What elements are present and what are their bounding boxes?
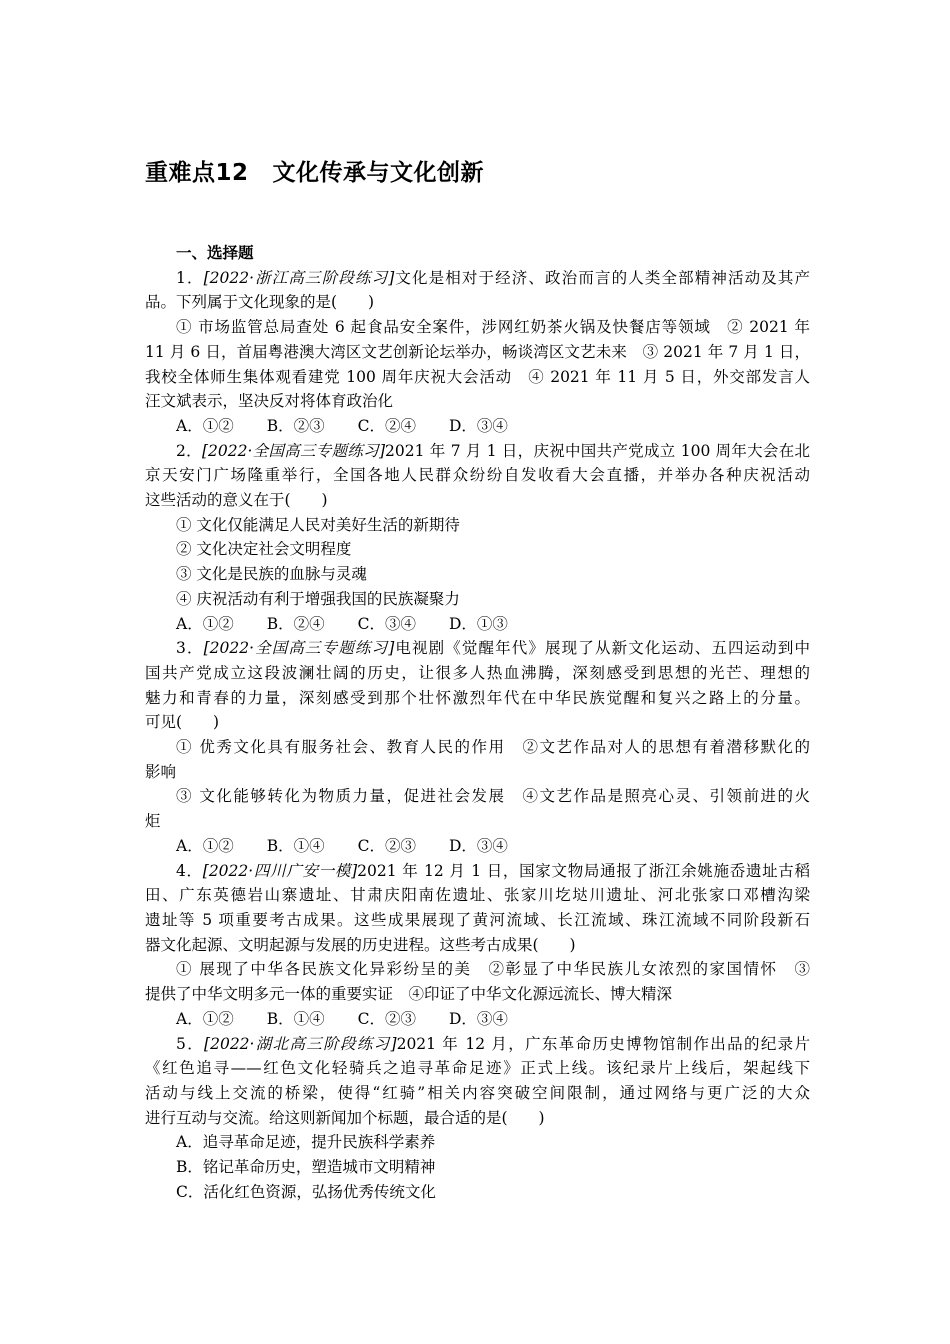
statement-4: ④ 庆祝活动有利于增强我国的民族凝聚力 <box>176 589 460 608</box>
option-b[interactable]: B．①④ <box>266 1009 325 1028</box>
option-c[interactable]: C．②③ <box>357 836 416 855</box>
statement-line: ① 展现了中华各民族文化异彩纷呈的美 ②彰显了中华民族儿女浓烈的家国情怀 ③ <box>176 960 810 979</box>
question-stem-line: 进行互动与交流。给这则新闻加个标题，最合适的是( ) <box>145 1108 545 1127</box>
question-stem-line: 国共产党成立这段波澜壮阔的历史，让很多人热血沸腾，深刻感受到思想的光芒、理想的 <box>145 663 810 682</box>
option-a[interactable]: A．①② <box>176 1009 234 1028</box>
option-d[interactable]: D．①③ <box>448 614 508 633</box>
question-stem-line: 器文化起源、文明起源与发展的历史进程。这些考古成果( ) <box>145 935 576 954</box>
section-heading: 一、选择题 <box>176 244 254 262</box>
statement-line: ① 优秀文化具有服务社会、教育人民的作用 ②文艺作品对人的思想有着潜移默化的 <box>176 738 810 757</box>
option-a[interactable]: A．追寻革命足迹，提升民族科学素养 <box>176 1133 436 1152</box>
option-a[interactable]: A．①② <box>176 836 234 855</box>
question-number: 1． <box>176 268 204 287</box>
question-stem: 电视剧《觉醒年代》展现了从新文化运动、五四运动到中 <box>394 639 810 658</box>
statement-line: 提供了中华文明多元一体的重要实证 ④印证了中华文化源远流长、博大精深 <box>145 985 673 1004</box>
question-stem-line <box>145 859 810 884</box>
option-c[interactable]: C．②④ <box>357 416 416 435</box>
question-source: [2022·湖北高三阶段练习] <box>204 1034 397 1053</box>
option-c[interactable]: C．②③ <box>357 1009 416 1028</box>
statement-line: ③ 文化能够转化为物质力量，促进社会发展 ④文艺作品是照亮心灵、引领前进的火 <box>176 787 810 806</box>
question-stem: 2021 年 7 月 1 日，庆祝中国共产党成立 100 周年大会在北 <box>385 441 811 460</box>
title-part2: 文化传承与文化创新 <box>272 160 485 186</box>
question-number: 5． <box>176 1034 205 1053</box>
question-5 <box>145 1032 810 1205</box>
option-b[interactable]: B．②④ <box>266 614 325 633</box>
question-3 <box>145 636 810 858</box>
statement-1: ① 文化仅能满足人民对美好生活的新期待 <box>176 515 460 534</box>
option-d[interactable]: D．③④ <box>448 1009 508 1028</box>
question-stem-line: 《红色追寻——红色文化轻骑兵之追寻革命足迹》正式上线。该纪录片上线后，架起线下 <box>145 1059 810 1078</box>
option-b[interactable]: B．②③ <box>266 416 325 435</box>
question-number: 2． <box>176 441 202 460</box>
question-2 <box>145 439 810 637</box>
question-stem: 2021 年 12 月，广东革命历史博物馆制作出品的纪录片 <box>396 1034 810 1053</box>
question-stem-line <box>145 1032 810 1057</box>
statement-line: 炬 <box>145 812 161 831</box>
question-stem-line: 品。下列属于文化现象的是( ) <box>145 293 375 312</box>
statement-line: 11 月 6 日，首届粤港澳大湾区文艺创新论坛举办，畅谈湾区文艺未来 ③ 2021 年 7 月 1 日， <box>145 342 810 361</box>
question-source: [2022·四川广安一模] <box>202 861 358 880</box>
question-number: 3． <box>176 639 204 658</box>
option-d[interactable]: D．③④ <box>448 836 508 855</box>
option-a[interactable]: A．①② <box>176 416 234 435</box>
question-stem-line: 活动与线上交流的桥梁，使得“红骑”相关内容突破空间限制，通过网络与更广泛的大众 <box>145 1083 810 1102</box>
answer-options <box>145 414 810 439</box>
answer-options <box>145 612 810 637</box>
option-a[interactable]: A．①② <box>176 614 234 633</box>
statement-line: 汪文斌表示，坚决反对将体育政治化 <box>145 392 394 411</box>
question-stem-line <box>145 439 810 464</box>
statement-2: ② 文化决定社会文明程度 <box>176 540 352 559</box>
statement-line: 影响 <box>145 762 177 781</box>
option-c[interactable]: C．活化红色资源，弘扬优秀传统文化 <box>176 1182 436 1201</box>
question-stem: 文化是相对于经济、政治而言的人类全部精神活动及其产 <box>394 268 810 287</box>
statement-3: ③ 文化是民族的血脉与灵魂 <box>176 565 367 584</box>
question-stem: 2021 年 12 月 1 日，国家文物局通报了浙江余姚施岙遗址古稻 <box>357 861 810 880</box>
option-b[interactable]: B．铭记革命历史，塑造城市文明精神 <box>176 1158 436 1177</box>
title-part1: 重难点12 <box>145 160 249 186</box>
question-stem-line: 田、广东英德岩山寨遗址、甘肃庆阳南佐遗址、张家川圪垯川遗址、河北张家口邓槽沟梁 <box>145 886 810 905</box>
statement-line: ① 市场监管总局查处 6 起食品安全案件，涉网红奶茶火锅及快餐店等领域 ② 2021 年 <box>176 318 810 337</box>
question-number: 4． <box>176 861 203 880</box>
question-stem-line <box>145 636 810 661</box>
answer-options <box>145 1007 810 1032</box>
page-title <box>145 154 484 187</box>
option-b[interactable]: B．①④ <box>266 836 325 855</box>
option-c[interactable]: C．③④ <box>357 614 416 633</box>
question-list <box>145 241 810 1204</box>
question-source: [2022·全国高三专题练习] <box>201 441 386 460</box>
question-source: [2022·全国高三专题练习] <box>203 639 395 658</box>
question-stem-line: 京天安门广场隆重举行，全国各地人民群众纷纷自发收看大会直播，并举办各种庆祝活动 <box>145 466 810 485</box>
question-stem-line: 魅力和青春的力量，深刻感受到那个壮怀激烈年代在中华民族觉醒和复兴之路上的分量。 <box>145 688 810 707</box>
question-4 <box>145 859 810 1032</box>
question-1 <box>145 266 810 439</box>
question-stem-line: 可见( ) <box>145 713 220 732</box>
statement-line: 我校全体师生集体观看建党 100 周年庆祝大会活动 ④ 2021 年 11 月 5 日，外交部发言人 <box>145 367 810 386</box>
option-d[interactable]: D．③④ <box>448 416 508 435</box>
question-stem-line: 这些活动的意义在于( ) <box>145 491 328 510</box>
question-source: [2022·浙江高三阶段练习] <box>203 268 395 287</box>
question-stem-line: 遗址等 5 项重要考古成果。这些成果展现了黄河流域、长江流域、珠江流域不同阶段新石 <box>145 910 810 929</box>
question-stem-line <box>145 266 810 291</box>
answer-options <box>145 834 810 859</box>
